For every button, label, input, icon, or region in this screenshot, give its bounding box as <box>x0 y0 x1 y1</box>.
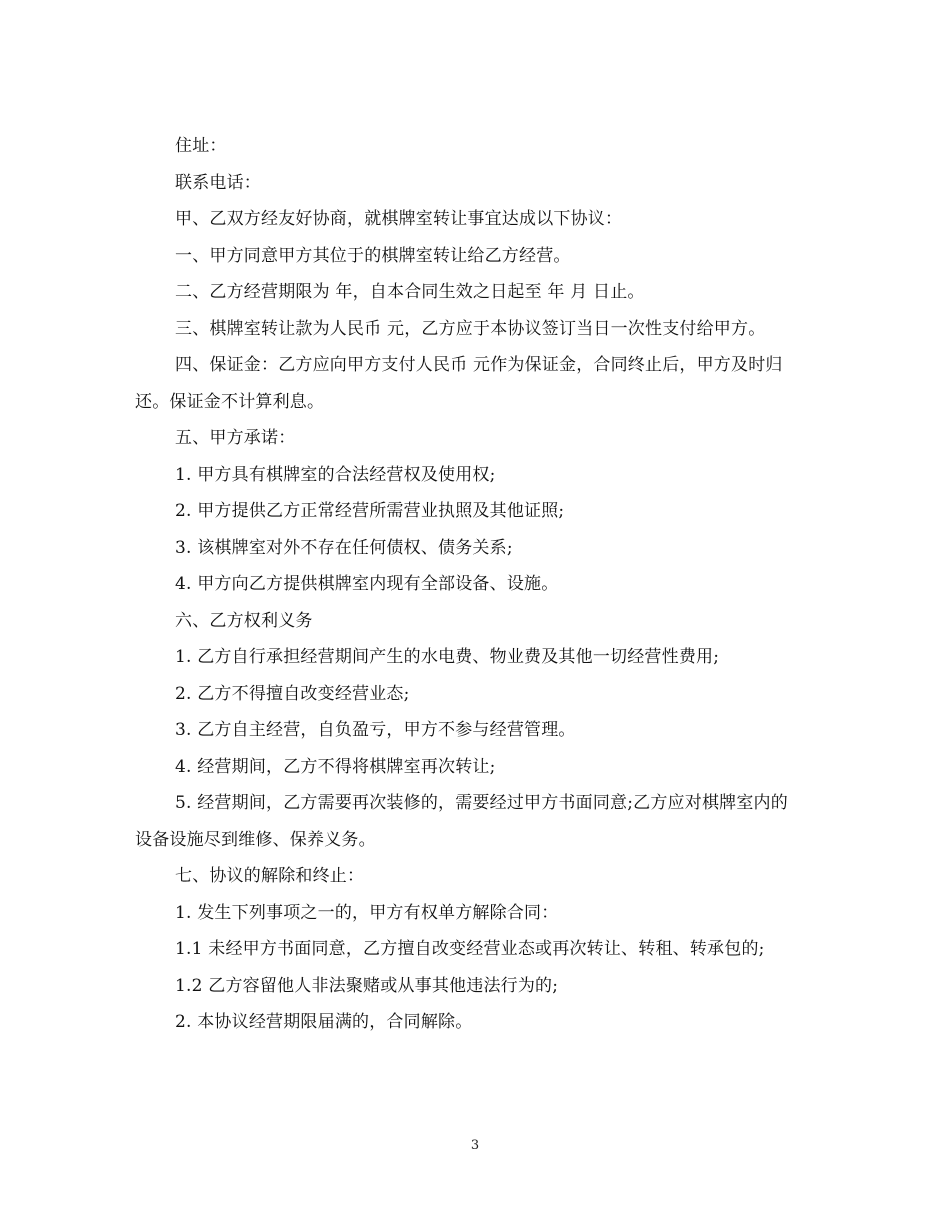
paragraph-clause-6-item-5: 5. 经营期间，乙方需要再次装修的，需要经过甲方书面同意;乙方应对棋牌室内的设备设施尽到维修、保养义务。 <box>135 793 788 850</box>
paragraph-clause-7-item-1-2: 1.2 乙方容留他人非法聚赌或从事其他违法行为的; <box>175 975 559 996</box>
paragraph-clause-5-heading: 五、甲方承诺： <box>175 428 296 448</box>
paragraph-phone: 联系电话： <box>175 172 261 193</box>
paragraph-clause-6-item-2: 2. 乙方不得擅自改变经营业态; <box>175 683 410 704</box>
paragraph-clause-6-heading: 六、乙方权利义务 <box>175 610 313 631</box>
paragraph-clause-1: 一、甲方同意甲方其位于的棋牌室转让给乙方经营。 <box>175 245 571 266</box>
paragraph-clause-6-item-1: 1. 乙方自行承担经营期间产生的水电费、物业费及其他一切经营性费用; <box>175 647 720 667</box>
paragraph-clause-3: 三、棋牌室转让款为人民币 元，乙方应于本协议签订当日一次性支付给甲方。 <box>175 318 766 339</box>
paragraph-intro: 甲、乙双方经友好协商，就棋牌室转让事宜达成以下协议： <box>175 209 623 229</box>
paragraph-clause-7-heading: 七、协议的解除和终止： <box>175 866 365 886</box>
document-body <box>135 128 805 1041</box>
paragraph-clause-7-item-1: 1. 发生下列事项之一的，甲方有权单方解除合同： <box>175 902 559 923</box>
page-number: 3 <box>470 1138 480 1153</box>
paragraph-clause-7-item-1-1: 1.1 未经甲方书面同意，乙方擅自改变经营业态或再次转让、转租、转承包的; <box>175 939 765 959</box>
paragraph-clause-2: 二、乙方经营期限为 年，自本合同生效之日起至 年 月 日止。 <box>175 282 645 302</box>
paragraph-clause-6-item-3: 3. 乙方自主经营，自负盈亏，甲方不参与经营管理。 <box>175 720 576 740</box>
paragraph-clause-5-item-4: 4. 甲方向乙方提供棋牌室内现有全部设备、设施。 <box>175 574 559 594</box>
paragraph-clause-5-item-2: 2. 甲方提供乙方正常经营所需营业执照及其他证照; <box>175 501 565 521</box>
paragraph-clause-7-item-2: 2. 本协议经营期限届满的，合同解除。 <box>175 1012 473 1032</box>
paragraph-address: 住址： <box>175 136 227 156</box>
paragraph-clause-6-item-4: 4. 经营期间，乙方不得将棋牌室再次转让; <box>175 756 496 777</box>
paragraph-clause-4: 四、保证金：乙方应向甲方支付人民币 元作为保证金，合同终止后，甲方及时归还。保证金不计算利息。 <box>135 355 783 412</box>
paragraph-clause-5-item-3: 3. 该棋牌室对外不存在任何债权、债务关系; <box>175 537 513 558</box>
paragraph-clause-5-item-1: 1. 甲方具有棋牌室的合法经营权及使用权; <box>175 464 496 485</box>
